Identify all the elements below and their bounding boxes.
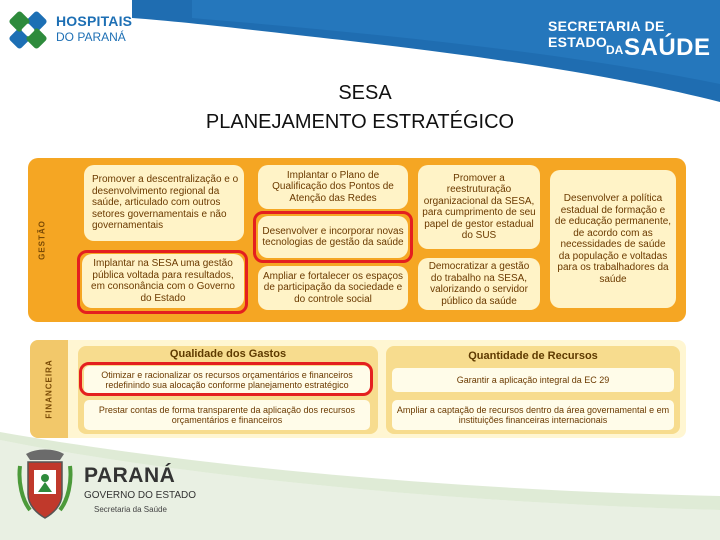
gestao-box-descentralizacao: Promover a descentralização e o desenvolvimento regional da saúde, articulado com outros setores governamentais e não governamentais — [84, 165, 244, 241]
hospitais-subtitle: DO PARANÁ — [56, 30, 126, 44]
gestao-box-plano-qualificacao: Implantar o Plano de Qualificação dos Pontos de Atenção das Redes — [258, 165, 408, 209]
parana-title: PARANÁ — [84, 464, 176, 487]
secretaria-title: SECRETARIA DE ESTADO — [548, 18, 665, 50]
qualidade-item-prestar-contas: Prestar contas de forma transparente da aplicação dos recursos orçamentários e financeiros — [84, 400, 370, 430]
parana-coat-of-arms-icon — [16, 448, 74, 520]
gestao-box-novas-tecnologias: Desenvolver e incorporar novas tecnologias de gestão da saúde — [258, 216, 408, 258]
qualidade-gastos-title: Qualidade dos Gastos — [169, 348, 287, 360]
gestao-label: GESTÃO — [37, 220, 47, 260]
qualidade-item-otimizar: Otimizar e racionalizar os recursos orçamentários e financeiros redefinindo sua alocação conforme planejamento estratégico — [84, 366, 370, 394]
secretaria-saude: SAÚDE — [624, 34, 711, 61]
secretaria-da: DA — [606, 43, 624, 57]
parana-secretaria: Secretaria da Saúde — [94, 505, 167, 514]
gestao-box-educacao-permanente: Desenvolver a política estadual de formação e de educação permanente, de acordo com as necessidades de saúde da população e voltadas para os trabalhadores da saúde — [550, 170, 676, 308]
quantidade-item-ec29: Garantir a aplicação integral da EC 29 — [392, 368, 674, 392]
quantidade-item-captacao: Ampliar a captação de recursos dentro da área governamental e em instituições financeiras internacionais — [392, 400, 674, 430]
gestao-box-gestao-resultados: Implantar na SESA uma gestão pública voltada para resultados, em consonância com o Governo do Estado — [82, 254, 244, 308]
gestao-box-participacao: Ampliar e fortalecer os espaços de participação da sociedade e do controle social — [258, 266, 408, 310]
parana-subtitle: GOVERNO DO ESTADO — [84, 490, 197, 501]
page-title: SESA — [338, 82, 392, 104]
highlight-outline — [253, 211, 413, 263]
gestao-box-reestruturacao: Promover a reestruturação organizacional da SESA, para cumprimento de seu papel de gestor estadual do SUS — [418, 165, 540, 249]
page-subtitle: PLANEJAMENTO ESTRATÉGICO — [205, 111, 515, 133]
highlight-outline — [77, 250, 248, 314]
hospitais-logo — [0, 0, 132, 60]
hospitais-logo-icon — [6, 8, 50, 52]
hospitais-title: HOSPITAIS — [56, 13, 133, 29]
quantidade-recursos-title: Quantidade de Recursos — [468, 350, 598, 362]
gestao-box-democratizar: Democratizar a gestão do trabalho na SESA, valorizando o servidor público da saúde — [418, 258, 540, 310]
financeira-label: FINANCEIRA — [30, 340, 68, 438]
highlight-outline — [79, 362, 373, 396]
